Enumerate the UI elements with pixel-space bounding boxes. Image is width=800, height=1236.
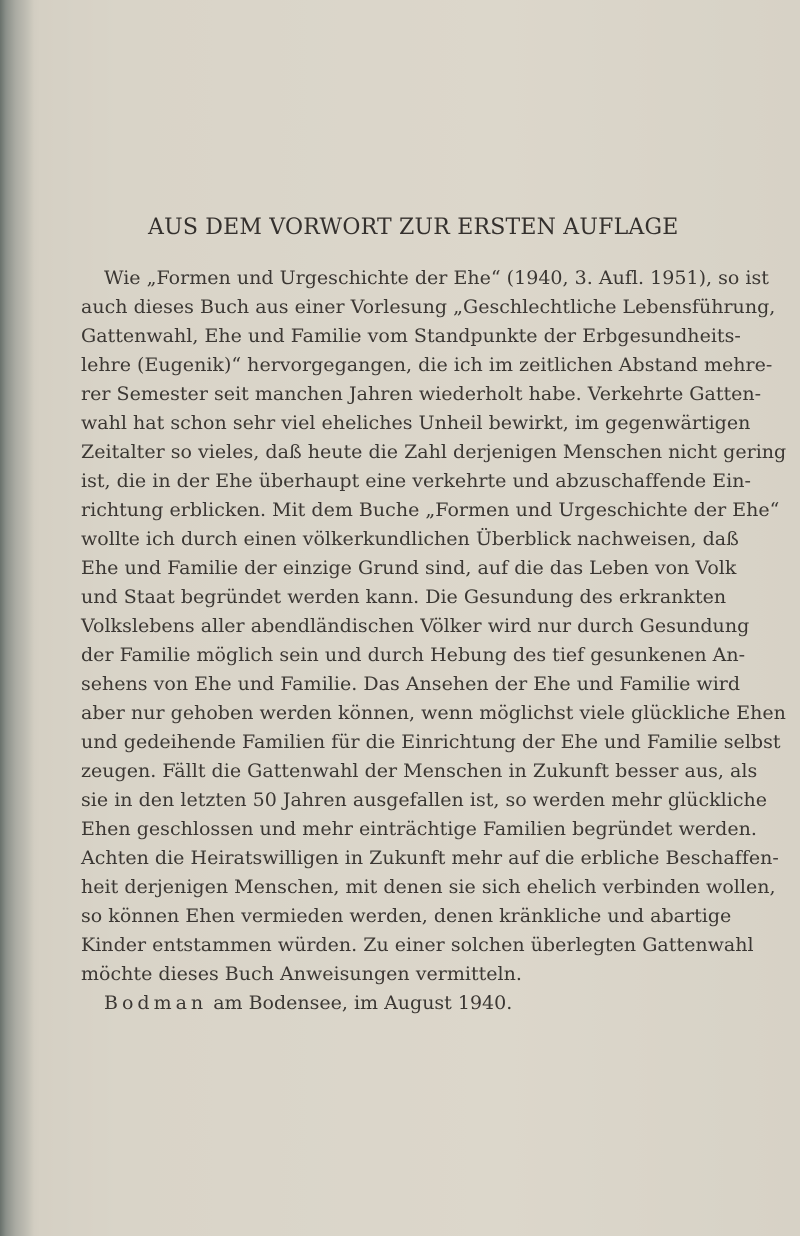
body-line: Achten die Heiratswilligen in Zukunft mehr auf die erbliche Beschaffen-	[81, 847, 779, 869]
body-line: Kinder entstammen würden. Zu einer solchen überlegten Gattenwahl	[81, 934, 754, 956]
body-line: ist, die in der Ehe überhaupt eine verkehrte und abzuschaffende Ein-	[81, 470, 751, 492]
page-gutter-shadow	[0, 0, 34, 1236]
preface-title: AUS DEM VORWORT ZUR ERSTEN AUFLAGE	[148, 215, 679, 240]
body-line: richtung erblicken. Mit dem Buche „Formen und Urgeschichte der Ehe“	[81, 499, 780, 521]
body-line-last: möchte dieses Buch Anweisungen vermitteln.	[81, 963, 522, 985]
body-line: sehens von Ehe und Familie. Das Ansehen der Ehe und Familie wird	[81, 673, 741, 695]
body-line: sie in den letzten 50 Jahren ausgefallen ist, so werden mehr glückliche	[81, 789, 768, 811]
body-line: lehre (Eugenik)“ hervorgegangen, die ich im zeitlichen Abstand mehre-	[81, 354, 773, 376]
body-line: heit derjenigen Menschen, mit denen sie sich ehelich verbinden wollen,	[81, 876, 776, 898]
body-line: und Staat begründet werden kann. Die Gesundung des erkrankten	[81, 586, 727, 608]
body-line: zeugen. Fällt die Gattenwahl der Menschen in Zukunft besser aus, als	[81, 760, 758, 782]
body-line: Zeitalter so vieles, daß heute die Zahl derjenigen Menschen nicht gering	[81, 441, 787, 463]
body-line: Ehe und Familie der einzige Grund sind, auf die das Leben von Volk	[81, 557, 737, 579]
body-line: wollte ich durch einen völkerkundlichen Überblick nachweisen, daß	[81, 528, 739, 550]
body-line: so können Ehen vermieden werden, denen kränkliche und abartige	[81, 905, 732, 927]
signature-place: Bodman	[104, 992, 208, 1014]
body-line: Wie „Formen und Urgeschichte der Ehe“ (1940, 3. Aufl. 1951), so ist	[104, 267, 769, 289]
body-line: Ehen geschlossen und mehr einträchtige Familien begründet werden.	[81, 818, 757, 840]
body-line: aber nur gehoben werden können, wenn möglichst viele glückliche Ehen	[81, 702, 786, 724]
body-line: und gedeihende Familien für die Einrichtung der Ehe und Familie selbst	[81, 731, 781, 753]
signature-line	[104, 989, 721, 1018]
body-line: der Familie möglich sein und durch Hebung des tief gesunkenen An-	[81, 644, 746, 666]
body-line: wahl hat schon sehr viel eheliches Unheil bewirkt, im gegenwärtigen	[81, 412, 751, 434]
body-line: Volkslebens aller abendländischen Völker wird nur durch Gesundung	[81, 615, 750, 637]
body-line: Gattenwahl, Ehe und Familie vom Standpunkte der Erbgesundheits-	[81, 325, 741, 347]
body-line: auch dieses Buch aus einer Vorlesung „Geschlechtliche Lebensführung,	[81, 296, 776, 318]
preface-body	[81, 264, 787, 1018]
body-line: rer Semester seit manchen Jahren wiederholt habe. Verkehrte Gatten-	[81, 383, 762, 405]
signature-date: am Bodensee, im August 1940.	[207, 992, 513, 1014]
